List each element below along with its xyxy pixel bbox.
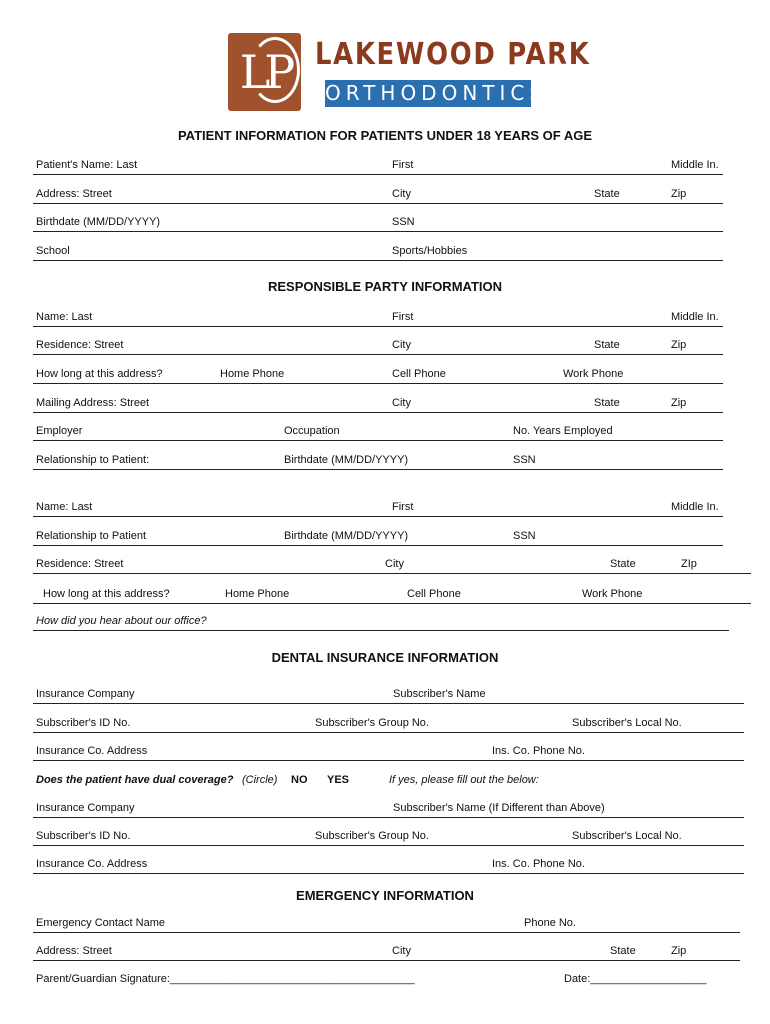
responsible-residence-row[interactable] [33,336,723,355]
dual-coverage-instructions: If yes, please fill out the below: [389,774,539,786]
second-party-last-name-label: Name: Last [36,501,93,513]
secondary-subscriber-group-label: Subscriber's Group No. [315,830,429,842]
emergency-contact-row[interactable] [33,914,740,933]
responsible-occupation-label: Occupation [284,425,340,437]
subscriber-id-label: Subscriber's ID No. [36,717,131,729]
second-party-zip-label: ZIp [681,558,697,570]
patient-school-row[interactable] [33,242,723,261]
patient-middle-initial-label: Middle In. [671,159,719,171]
patient-sports-label: Sports/Hobbies [392,245,468,257]
responsible-mailing-city-label: City [392,397,411,409]
responsible-mailing-row[interactable] [33,394,723,413]
secondary-insurance-company-label: Insurance Company [36,802,135,814]
responsible-state-label: State [594,339,620,351]
responsible-residence-label: Residence: Street [36,339,124,351]
patient-city-label: City [392,188,411,200]
secondary-insurance-company-row[interactable] [33,799,744,818]
secondary-subscriber-id-row[interactable] [33,827,744,846]
second-party-phone-row[interactable] [33,585,751,604]
patient-birthdate-row[interactable] [33,213,723,232]
patient-state-label: State [594,188,620,200]
emergency-street-label: Address: Street [36,945,112,957]
responsible-ssn-label: SSN [513,454,536,466]
emergency-section-title: EMERGENCY INFORMATION [296,888,474,903]
responsible-employer-label: Employer [36,425,83,437]
second-party-work-phone-label: Work Phone [582,588,643,600]
secondary-subscriber-name-label: Subscriber's Name (If Different than Above) [393,802,605,814]
second-party-how-long-label: How long at this address? [43,588,170,600]
secondary-insurance-address-row[interactable] [33,855,744,874]
practice-logo [228,33,591,111]
dual-coverage-no-option[interactable]: NO [291,774,308,786]
second-party-residence-row[interactable] [33,555,751,574]
patient-first-name-label: First [392,159,414,171]
responsible-mailing-state-label: State [594,397,620,409]
subscriber-group-label: Subscriber's Group No. [315,717,429,729]
patient-name-row[interactable] [33,156,723,175]
emergency-address-row[interactable] [33,942,740,961]
logo-subtitle: ORTHODONTICS [325,81,548,105]
insurance-section-title: DENTAL INSURANCE INFORMATION [271,650,499,665]
insurance-address-row[interactable] [33,742,744,761]
patient-address-row[interactable] [33,185,723,204]
dual-coverage-yes-option[interactable]: YES [327,774,350,786]
responsible-relationship-row[interactable] [33,451,723,470]
responsible-city-label: City [392,339,411,351]
logo-mark-text: LP [239,45,290,99]
responsible-last-name-label: Name: Last [36,311,93,323]
responsible-mailing-zip-label: Zip [671,397,687,409]
dual-coverage-question: Does the patient have dual coverage? [36,774,234,786]
responsible-middle-initial-label: Middle In. [671,311,719,323]
second-party-middle-initial-label: Middle In. [671,501,719,513]
logo-name: LAKEWOOD PARK [315,37,591,72]
second-party-birthdate-label: Birthdate (MM/DD/YYYY) [284,530,409,542]
signature-date-field[interactable]: Date:___________________ [564,973,707,985]
responsible-birthdate-label: Birthdate (MM/DD/YYYY) [284,454,409,466]
patient-ssn-label: SSN [392,216,415,228]
second-party-relationship-row[interactable] [33,527,723,546]
secondary-subscriber-local-label: Subscriber's Local No. [572,830,682,842]
patient-birthdate-label: Birthdate (MM/DD/YYYY) [36,216,161,228]
responsible-first-name-label: First [392,311,414,323]
secondary-insurance-address-label: Insurance Co. Address [36,858,148,870]
signature-row[interactable] [33,970,740,988]
insurance-phone-label: Ins. Co. Phone No. [492,745,585,757]
insurance-company-label: Insurance Company [36,688,135,700]
responsible-zip-label: Zip [671,339,687,351]
emergency-state-label: State [610,945,636,957]
emergency-contact-name-label: Emergency Contact Name [36,917,165,929]
second-party-residence-label: Residence: Street [36,558,124,570]
responsible-how-long-label: How long at this address? [36,368,163,380]
second-party-ssn-label: SSN [513,530,536,542]
responsible-cell-phone-label: Cell Phone [392,368,446,380]
second-party-cell-phone-label: Cell Phone [407,588,461,600]
responsible-phone-row[interactable] [33,365,723,384]
patient-street-label: Address: Street [36,188,112,200]
subscriber-id-row[interactable] [33,714,744,733]
secondary-insurance-phone-label: Ins. Co. Phone No. [492,858,585,870]
responsible-section-title: RESPONSIBLE PARTY INFORMATION [267,279,502,294]
insurance-address-label: Insurance Co. Address [36,745,148,757]
guardian-signature-field[interactable]: Parent/Guardian Signature:________________________________________ [36,973,415,985]
hear-about-row[interactable] [33,612,729,631]
emergency-zip-label: Zip [671,945,687,957]
second-party-name-row[interactable] [33,498,723,517]
hear-about-label: How did you hear about our office? [36,615,207,627]
subscriber-local-label: Subscriber's Local No. [572,717,682,729]
patient-zip-label: Zip [671,188,687,200]
second-party-relationship-label: Relationship to Patient [36,530,147,542]
second-party-city-label: City [385,558,404,570]
secondary-subscriber-id-label: Subscriber's ID No. [36,830,131,842]
dual-coverage-row [33,771,744,789]
patient-section-title: PATIENT INFORMATION FOR PATIENTS UNDER 18 YEARS OF AGE [177,128,593,143]
insurance-company-row[interactable] [33,685,744,704]
responsible-home-phone-label: Home Phone [220,368,285,380]
subscriber-name-label: Subscriber's Name [393,688,486,700]
second-party-first-name-label: First [392,501,414,513]
dual-coverage-circle-note: (Circle) [242,774,278,786]
responsible-employer-row[interactable] [33,422,723,441]
responsible-years-employed-label: No. Years Employed [513,425,613,437]
logo-mark [228,33,301,111]
patient-school-label: School [36,245,70,257]
responsible-mailing-label: Mailing Address: Street [36,397,150,409]
patient-last-name-label: Patient's Name: Last [36,159,138,171]
second-party-home-phone-label: Home Phone [225,588,290,600]
responsible-relationship-label: Relationship to Patient: [36,454,150,466]
responsible-name-row[interactable] [33,308,723,327]
second-party-state-label: State [610,558,636,570]
emergency-phone-label: Phone No. [524,917,576,929]
emergency-city-label: City [392,945,411,957]
responsible-work-phone-label: Work Phone [563,368,624,380]
